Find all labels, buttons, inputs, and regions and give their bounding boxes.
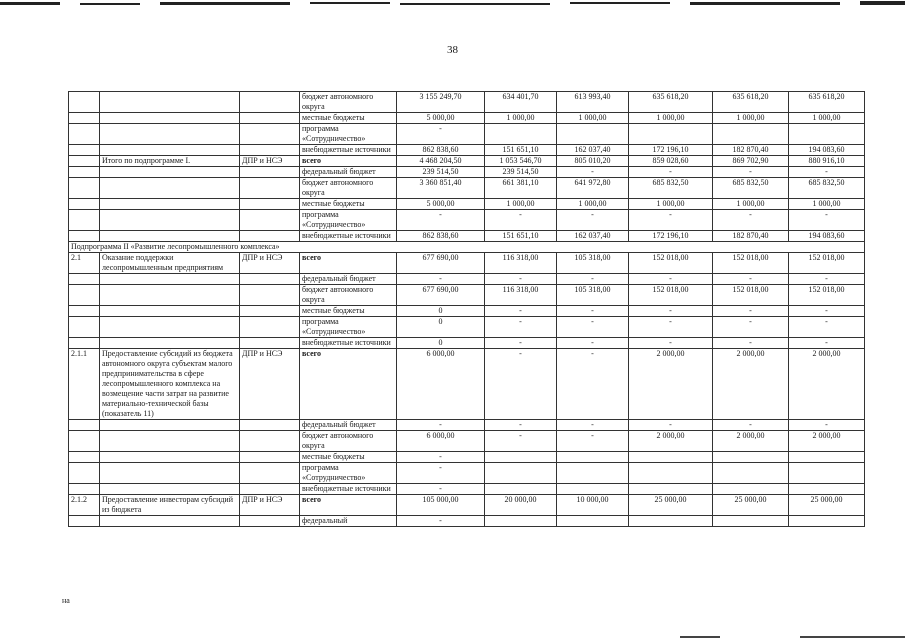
table-cell: ДПР и НСЭ bbox=[240, 156, 300, 167]
table-cell bbox=[789, 452, 865, 463]
table-cell: местные бюджеты bbox=[300, 452, 397, 463]
table-cell bbox=[100, 317, 240, 338]
table-cell: 25 000,00 bbox=[629, 495, 713, 516]
table-row bbox=[69, 210, 865, 231]
table-cell: Итого по подпрограмме I. bbox=[100, 156, 240, 167]
table-cell bbox=[557, 452, 629, 463]
budget-table-wrapper bbox=[68, 91, 864, 527]
table-cell: внебюджетные источники bbox=[300, 145, 397, 156]
table-cell: 2.1.2 bbox=[69, 495, 100, 516]
table-cell: бюджет автономного округа bbox=[300, 285, 397, 306]
table-cell: 1 000,00 bbox=[789, 113, 865, 124]
page-number: 38 bbox=[447, 44, 458, 56]
table-cell: - bbox=[557, 338, 629, 349]
table-cell: всего bbox=[300, 156, 397, 167]
table-cell: 0 bbox=[397, 317, 485, 338]
table-cell: 0 bbox=[397, 338, 485, 349]
table-cell: 2 000,00 bbox=[629, 431, 713, 452]
table-cell: 116 318,00 bbox=[485, 253, 557, 274]
table-cell: - bbox=[713, 338, 789, 349]
table-cell: - bbox=[789, 317, 865, 338]
table-cell: 1 000,00 bbox=[485, 199, 557, 210]
table-cell: - bbox=[397, 210, 485, 231]
table-cell: 869 702,90 bbox=[713, 156, 789, 167]
table-cell: 194 083,60 bbox=[789, 145, 865, 156]
table-cell: - bbox=[557, 210, 629, 231]
table-cell bbox=[557, 124, 629, 145]
table-cell: 151 651,10 bbox=[485, 231, 557, 242]
table-cell bbox=[240, 178, 300, 199]
table-cell: - bbox=[789, 167, 865, 178]
table-cell: 862 838,60 bbox=[397, 145, 485, 156]
table-cell bbox=[100, 463, 240, 484]
table-cell: - bbox=[789, 274, 865, 285]
table-cell bbox=[629, 484, 713, 495]
table-cell: 613 993,40 bbox=[557, 92, 629, 113]
table-cell bbox=[69, 338, 100, 349]
table-cell bbox=[789, 463, 865, 484]
table-cell bbox=[100, 145, 240, 156]
table-cell: 105 318,00 bbox=[557, 285, 629, 306]
table-row bbox=[69, 124, 865, 145]
table-cell: 1 000,00 bbox=[629, 199, 713, 210]
table-cell: программа «Сотрудничество» bbox=[300, 210, 397, 231]
table-cell bbox=[240, 92, 300, 113]
table-cell: 239 514,50 bbox=[485, 167, 557, 178]
table-cell bbox=[100, 124, 240, 145]
table-cell: - bbox=[713, 167, 789, 178]
table-cell: 10 000,00 bbox=[557, 495, 629, 516]
table-cell: - bbox=[557, 167, 629, 178]
table-cell bbox=[100, 338, 240, 349]
table-cell: - bbox=[713, 210, 789, 231]
table-cell bbox=[69, 113, 100, 124]
table-cell: 1 000,00 bbox=[713, 199, 789, 210]
table-cell bbox=[69, 306, 100, 317]
table-cell: внебюджетные источники bbox=[300, 231, 397, 242]
table-cell: - bbox=[629, 210, 713, 231]
table-cell: - bbox=[789, 338, 865, 349]
table-cell bbox=[69, 167, 100, 178]
table-cell bbox=[100, 178, 240, 199]
table-cell: - bbox=[629, 338, 713, 349]
table-cell bbox=[69, 178, 100, 199]
table-cell: 634 401,70 bbox=[485, 92, 557, 113]
table-cell bbox=[100, 199, 240, 210]
table-row bbox=[69, 495, 865, 516]
table-cell: - bbox=[789, 306, 865, 317]
table-cell bbox=[789, 484, 865, 495]
table-cell: - bbox=[557, 306, 629, 317]
table-cell: - bbox=[397, 463, 485, 484]
table-cell: - bbox=[485, 210, 557, 231]
table-cell bbox=[629, 452, 713, 463]
table-cell bbox=[240, 420, 300, 431]
table-row bbox=[69, 274, 865, 285]
table-cell: 152 018,00 bbox=[713, 285, 789, 306]
table-cell: - bbox=[485, 317, 557, 338]
table-cell bbox=[69, 317, 100, 338]
table-cell: ДПР и НСЭ bbox=[240, 349, 300, 420]
table-cell: 2 000,00 bbox=[713, 349, 789, 420]
table-cell: 1 000,00 bbox=[629, 113, 713, 124]
table-cell: - bbox=[557, 420, 629, 431]
table-cell: 1 000,00 bbox=[557, 113, 629, 124]
table-cell: 859 028,60 bbox=[629, 156, 713, 167]
table-cell bbox=[69, 231, 100, 242]
table-cell: - bbox=[629, 274, 713, 285]
table-cell: 151 651,10 bbox=[485, 145, 557, 156]
table-cell: 1 053 546,70 bbox=[485, 156, 557, 167]
table-cell: 2 000,00 bbox=[789, 431, 865, 452]
table-cell bbox=[69, 199, 100, 210]
table-row bbox=[69, 285, 865, 306]
table-cell bbox=[100, 420, 240, 431]
table-cell bbox=[557, 484, 629, 495]
table-cell: местные бюджеты bbox=[300, 199, 397, 210]
table-cell: бюджет автономного округа bbox=[300, 431, 397, 452]
table-cell: 182 870,40 bbox=[713, 231, 789, 242]
table-cell: 152 018,00 bbox=[789, 253, 865, 274]
table-cell bbox=[240, 484, 300, 495]
table-cell: 116 318,00 bbox=[485, 285, 557, 306]
table-cell bbox=[713, 124, 789, 145]
table-cell: ДПР и НСЭ bbox=[240, 495, 300, 516]
table-cell bbox=[240, 306, 300, 317]
table-cell bbox=[100, 274, 240, 285]
table-row bbox=[69, 317, 865, 338]
table-cell bbox=[713, 452, 789, 463]
table-cell bbox=[240, 338, 300, 349]
table-cell: 1 000,00 bbox=[713, 113, 789, 124]
table-cell: Оказание поддержки лесопромышленным предприятиям bbox=[100, 253, 240, 274]
table-cell: - bbox=[485, 420, 557, 431]
table-cell: 6 000,00 bbox=[397, 431, 485, 452]
table-cell bbox=[557, 463, 629, 484]
table-cell: 2.1 bbox=[69, 253, 100, 274]
table-cell bbox=[240, 113, 300, 124]
table-cell: 685 832,50 bbox=[789, 178, 865, 199]
table-cell bbox=[629, 124, 713, 145]
table-cell bbox=[713, 484, 789, 495]
table-cell: - bbox=[789, 420, 865, 431]
table-cell: - bbox=[629, 306, 713, 317]
table-cell bbox=[69, 145, 100, 156]
table-cell bbox=[100, 231, 240, 242]
table-cell: - bbox=[713, 274, 789, 285]
table-cell: 152 018,00 bbox=[713, 253, 789, 274]
table-cell: местные бюджеты bbox=[300, 113, 397, 124]
table-cell: - bbox=[713, 306, 789, 317]
table-row bbox=[69, 516, 865, 527]
table-cell bbox=[629, 463, 713, 484]
table-cell: внебюджетные источники bbox=[300, 338, 397, 349]
table-cell: 152 018,00 bbox=[789, 285, 865, 306]
table-cell: программа «Сотрудничество» bbox=[300, 463, 397, 484]
table-cell bbox=[240, 463, 300, 484]
table-cell: 162 037,40 bbox=[557, 145, 629, 156]
table-cell: - bbox=[485, 338, 557, 349]
table-cell bbox=[240, 231, 300, 242]
table-cell: 20 000,00 bbox=[485, 495, 557, 516]
table-cell bbox=[789, 516, 865, 527]
table-cell: 162 037,40 bbox=[557, 231, 629, 242]
table-cell bbox=[240, 516, 300, 527]
table-cell bbox=[485, 516, 557, 527]
table-cell: федеральный бюджет bbox=[300, 420, 397, 431]
table-row bbox=[69, 484, 865, 495]
table-cell bbox=[100, 113, 240, 124]
table-cell: федеральный bbox=[300, 516, 397, 527]
table-cell: - bbox=[485, 306, 557, 317]
table-cell: 685 832,50 bbox=[713, 178, 789, 199]
table-cell: - bbox=[397, 274, 485, 285]
table-cell: внебюджетные источники bbox=[300, 484, 397, 495]
table-row bbox=[69, 145, 865, 156]
table-cell bbox=[557, 516, 629, 527]
table-cell: - bbox=[397, 420, 485, 431]
table-cell: - bbox=[397, 452, 485, 463]
table-row bbox=[69, 420, 865, 431]
table-cell: - bbox=[485, 431, 557, 452]
table-row bbox=[69, 178, 865, 199]
table-cell: 880 916,10 bbox=[789, 156, 865, 167]
table-cell: бюджет автономного округа bbox=[300, 178, 397, 199]
scan-edge-top bbox=[0, 0, 905, 9]
table-cell bbox=[240, 145, 300, 156]
table-cell: 3 360 851,40 bbox=[397, 178, 485, 199]
table-cell bbox=[100, 92, 240, 113]
table-cell: 152 018,00 bbox=[629, 253, 713, 274]
table-cell: 182 870,40 bbox=[713, 145, 789, 156]
table-cell: 105 000,00 bbox=[397, 495, 485, 516]
table-cell: - bbox=[629, 317, 713, 338]
table-cell: 239 514,50 bbox=[397, 167, 485, 178]
table-cell: 2 000,00 bbox=[629, 349, 713, 420]
table-cell: 172 196,10 bbox=[629, 231, 713, 242]
table-cell bbox=[69, 420, 100, 431]
table-cell: - bbox=[397, 124, 485, 145]
table-cell bbox=[69, 516, 100, 527]
table-cell bbox=[789, 124, 865, 145]
table-cell: 5 000,00 bbox=[397, 199, 485, 210]
table-cell: 25 000,00 bbox=[789, 495, 865, 516]
table-cell bbox=[485, 463, 557, 484]
table-cell bbox=[240, 210, 300, 231]
table-cell: - bbox=[397, 484, 485, 495]
table-cell: всего bbox=[300, 495, 397, 516]
table-cell: 677 690,00 bbox=[397, 253, 485, 274]
table-cell bbox=[100, 167, 240, 178]
table-row bbox=[69, 349, 865, 420]
table-cell bbox=[100, 431, 240, 452]
table-cell: 1 000,00 bbox=[557, 199, 629, 210]
table-cell: 4 468 204,50 bbox=[397, 156, 485, 167]
table-row bbox=[69, 156, 865, 167]
table-cell: всего bbox=[300, 349, 397, 420]
table-cell: - bbox=[713, 420, 789, 431]
table-cell bbox=[100, 306, 240, 317]
table-row bbox=[69, 167, 865, 178]
table-cell: 0 bbox=[397, 306, 485, 317]
table-cell: всего bbox=[300, 253, 397, 274]
table-cell bbox=[240, 199, 300, 210]
table-cell: - bbox=[485, 349, 557, 420]
table-cell bbox=[69, 484, 100, 495]
table-section-row bbox=[69, 242, 865, 253]
table-cell bbox=[240, 274, 300, 285]
footer-text: на bbox=[62, 596, 70, 605]
table-cell bbox=[69, 156, 100, 167]
table-cell: - bbox=[789, 210, 865, 231]
table-cell: 635 618,20 bbox=[713, 92, 789, 113]
table-row bbox=[69, 463, 865, 484]
table-cell: 194 083,60 bbox=[789, 231, 865, 242]
table-cell: 805 010,20 bbox=[557, 156, 629, 167]
table-cell bbox=[69, 285, 100, 306]
table-cell bbox=[240, 285, 300, 306]
table-cell: ДПР и НСЭ bbox=[240, 253, 300, 274]
table-cell: - bbox=[397, 516, 485, 527]
table-cell: 862 838,60 bbox=[397, 231, 485, 242]
table-cell: 3 155 249,70 bbox=[397, 92, 485, 113]
table-cell: местные бюджеты bbox=[300, 306, 397, 317]
table-cell: федеральный бюджет bbox=[300, 167, 397, 178]
table-cell: - bbox=[557, 317, 629, 338]
table-cell bbox=[240, 431, 300, 452]
section-title: Подпрограмма II «Развитие лесопромышленного комплекса» bbox=[69, 242, 865, 253]
table-cell bbox=[240, 167, 300, 178]
table-row bbox=[69, 231, 865, 242]
table-cell: Предоставление субсидий из бюджета автономного округа субъектам малого предпринимательства в сфере лесопромышленного комплекса на возмещение части затрат на развитие материально-технической базы (показатель 11) bbox=[100, 349, 240, 420]
table-cell bbox=[485, 124, 557, 145]
table-cell: 635 618,20 bbox=[629, 92, 713, 113]
table-row bbox=[69, 452, 865, 463]
table-cell: 2.1.1 bbox=[69, 349, 100, 420]
table-cell bbox=[69, 463, 100, 484]
table-row bbox=[69, 92, 865, 113]
table-cell: 641 972,80 bbox=[557, 178, 629, 199]
table-cell bbox=[69, 431, 100, 452]
table-cell: - bbox=[713, 317, 789, 338]
table-cell bbox=[485, 484, 557, 495]
table-row bbox=[69, 113, 865, 124]
table-row bbox=[69, 431, 865, 452]
budget-table bbox=[68, 91, 865, 527]
table-cell: 5 000,00 bbox=[397, 113, 485, 124]
table-row bbox=[69, 306, 865, 317]
table-cell: 172 196,10 bbox=[629, 145, 713, 156]
table-cell bbox=[100, 452, 240, 463]
table-cell: 152 018,00 bbox=[629, 285, 713, 306]
table-cell bbox=[240, 452, 300, 463]
table-cell bbox=[240, 317, 300, 338]
table-cell bbox=[100, 516, 240, 527]
table-cell bbox=[69, 92, 100, 113]
table-cell: бюджет автономного округа bbox=[300, 92, 397, 113]
table-cell: программа «Сотрудничество» bbox=[300, 124, 397, 145]
table-cell: 2 000,00 bbox=[789, 349, 865, 420]
table-cell: 25 000,00 bbox=[713, 495, 789, 516]
table-cell: федеральный бюджет bbox=[300, 274, 397, 285]
table-cell bbox=[485, 452, 557, 463]
table-cell bbox=[69, 124, 100, 145]
table-cell bbox=[100, 484, 240, 495]
table-cell: - bbox=[485, 274, 557, 285]
table-cell bbox=[69, 274, 100, 285]
table-row bbox=[69, 253, 865, 274]
table-cell bbox=[713, 463, 789, 484]
table-cell: 2 000,00 bbox=[713, 431, 789, 452]
table-row bbox=[69, 338, 865, 349]
table-cell: - bbox=[557, 349, 629, 420]
table-cell bbox=[629, 516, 713, 527]
table-cell: 6 000,00 bbox=[397, 349, 485, 420]
table-cell bbox=[69, 210, 100, 231]
table-cell bbox=[713, 516, 789, 527]
table-cell bbox=[100, 210, 240, 231]
table-cell: 677 690,00 bbox=[397, 285, 485, 306]
table-cell: 1 000,00 bbox=[789, 199, 865, 210]
table-row bbox=[69, 199, 865, 210]
table-cell: 1 000,00 bbox=[485, 113, 557, 124]
scan-edge-bottom bbox=[0, 628, 905, 640]
table-cell: 635 618,20 bbox=[789, 92, 865, 113]
table-cell bbox=[100, 285, 240, 306]
table-cell bbox=[240, 124, 300, 145]
table-cell: - bbox=[557, 274, 629, 285]
table-cell: - bbox=[557, 431, 629, 452]
table-cell: 685 832,50 bbox=[629, 178, 713, 199]
table-cell: 661 381,10 bbox=[485, 178, 557, 199]
table-cell: - bbox=[629, 167, 713, 178]
table-cell: 105 318,00 bbox=[557, 253, 629, 274]
table-cell: - bbox=[629, 420, 713, 431]
table-cell: программа «Сотрудничество» bbox=[300, 317, 397, 338]
table-cell bbox=[69, 452, 100, 463]
table-cell: Предоставление инвесторам субсидий из бюджета bbox=[100, 495, 240, 516]
